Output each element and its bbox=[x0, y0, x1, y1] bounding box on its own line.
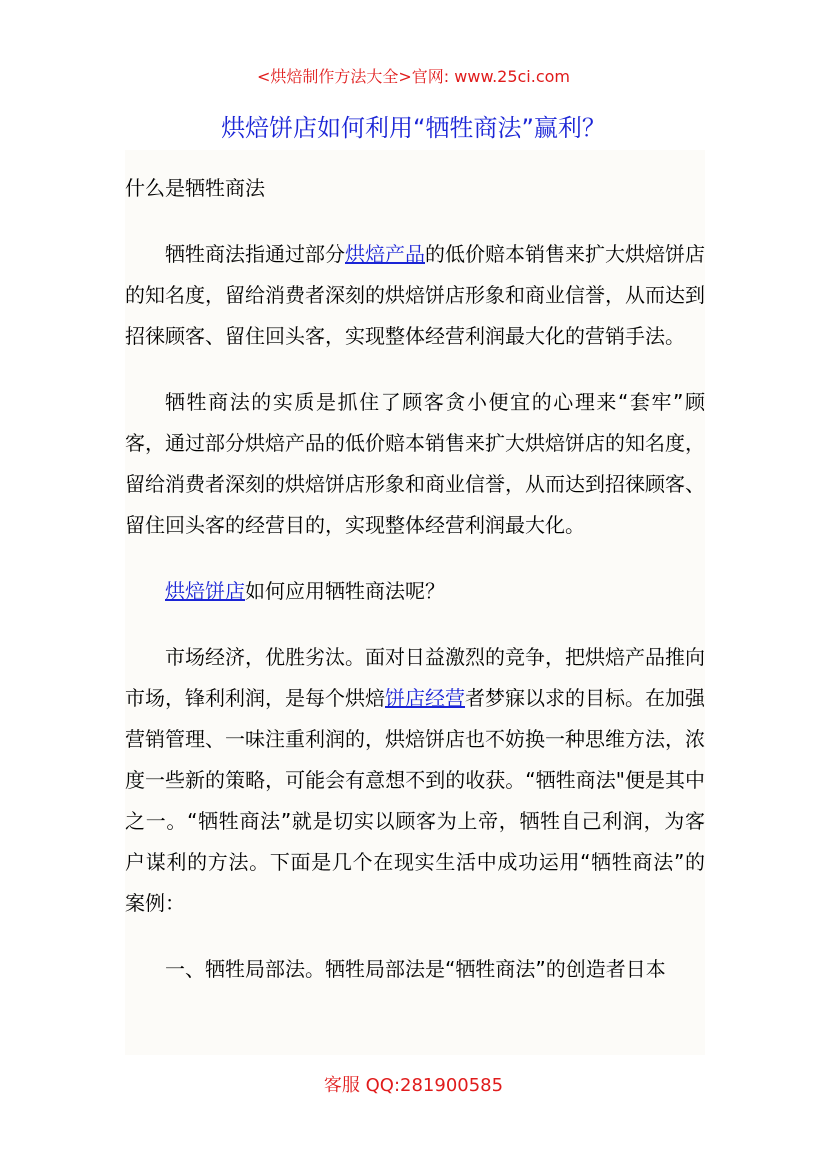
link-baking-products[interactable]: 烘焙产品 bbox=[345, 242, 425, 266]
paragraph-1-text-before: 牺牲商法指通过部分 bbox=[165, 242, 345, 266]
paragraph-1-text-after: 的低价赔本销售来扩大烘焙饼店的知名度，留给消费者深刻的烘焙饼店形象和商业信誉，从而达到招徕顾客、留住回头客，实现整体经营利润最大化的营销手法。 bbox=[125, 242, 705, 348]
site-header[interactable] bbox=[0, 64, 827, 87]
paragraph-4-text-after: 者梦寐以求的目标。在加强营销管理、一味注重利润的，烘焙饼店也不妨换一种思维方法，浓度一些新的策略，可能会有意想不到的收获。“牺牲商法"便是其中之一。“牺牲商法”就是切实以顾客为上帝，牺牲自己利润，为客户谋利的方法。下面是几个在现实生活中成功运用“牺牲商法”的案例： bbox=[125, 686, 705, 915]
link-bakery-shop[interactable]: 烘焙饼店 bbox=[165, 579, 245, 603]
paragraph-2: 牺牲商法的实质是抓住了顾客贪小便宜的心理来“套牢”顾客，通过部分烘焙产品的低价赔本销售来扩大烘焙饼店的知名度，留给消费者深刻的烘焙饼店形象和商业信誉，从而达到招徕顾客、留住回头客的经营目的，实现整体经营利润最大化。 bbox=[125, 390, 705, 537]
paragraph-1 bbox=[125, 234, 705, 357]
section-heading: 什么是牺牲商法 bbox=[125, 176, 265, 200]
link-shop-management[interactable]: 饼店经营 bbox=[385, 686, 465, 710]
article-content bbox=[125, 168, 705, 1015]
site-header-text[interactable]: <烘焙制作方法大全>官网: www.25ci.com bbox=[256, 67, 571, 86]
footer-contact: 客服 QQ:281900585 bbox=[323, 1075, 504, 1096]
paragraph-5: 一、牺牲局部法。牺牲局部法是“牺牲商法”的创造者日本 bbox=[165, 957, 666, 981]
paragraph-3 bbox=[125, 571, 705, 612]
article-title: 烘焙饼店如何利用“牺牲商法”赢利？ bbox=[221, 114, 606, 142]
paragraph-3-text-after: 如何应用牺牲商法呢？ bbox=[245, 579, 445, 603]
paragraph-4 bbox=[125, 637, 705, 924]
paragraph-4-text-before: 市场经济，优胜劣汰。面对日益激烈的竞争，把烘焙产品推向市场，锋利利润，是每个烘焙 bbox=[125, 645, 705, 710]
